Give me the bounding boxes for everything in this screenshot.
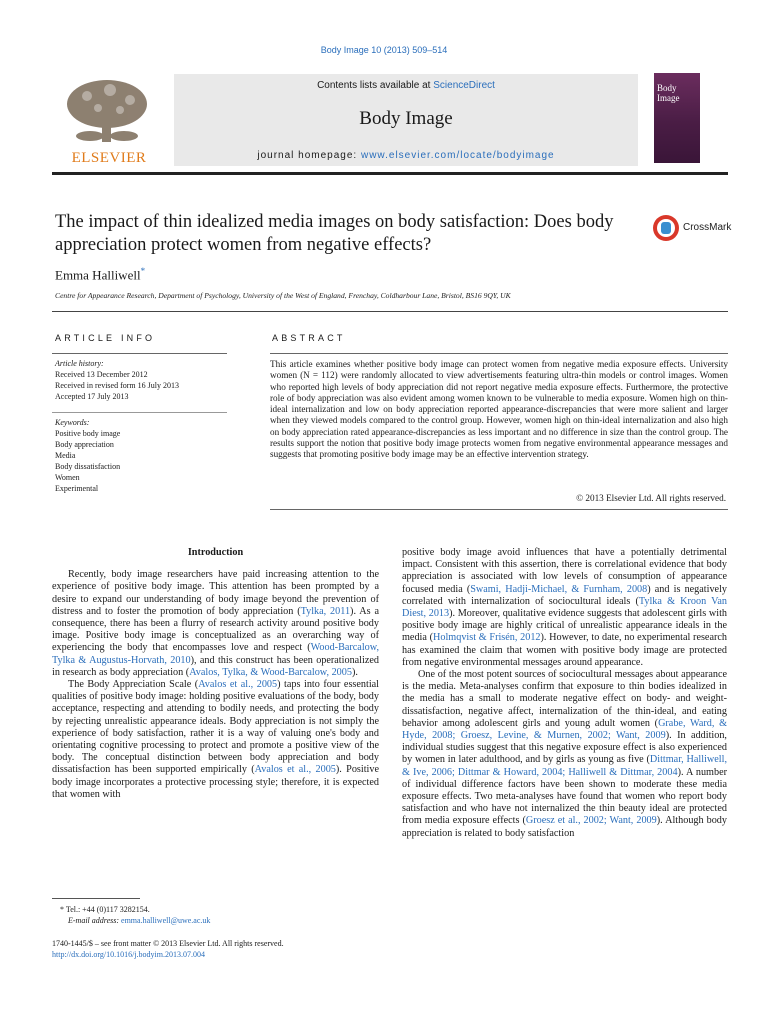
keyword-item: Body dissatisfaction [55, 462, 121, 471]
paragraph [52, 679, 379, 801]
footnote [60, 904, 210, 926]
history-revised: Received in revised form 16 July 2013 [55, 381, 179, 390]
footnote-email [60, 915, 210, 926]
text: ). A number of individual difference factors have been shown to moderate these media exposure effects. Two meta-analyses have found that women who report body satisfaction and who have not internalized the thin beauty ideal are protected from media exposure effects ( [402, 766, 727, 827]
journal-cover[interactable] [654, 73, 700, 163]
cover-title: Body Image [657, 83, 680, 103]
citation-link[interactable]: Avalos, Tylka, & Wood-Barcalow, 2005 [189, 666, 352, 678]
footnote-mark: * [60, 905, 64, 914]
history-received: Received 13 December 2012 [55, 370, 148, 379]
text: ) taps into four essential qualities of positive body image: holding positive evaluations of the body, body acceptance, respecting and attending to bodily needs, and protecting the body by rejecting unrealistic appearance ideals. Body appreciation is not simply the experience of body satisfaction, rather it is a way of valuing one's body and orientating cognitive processing to protect and promote a positive view of the body. The conceptual distinction between body appreciation and body dissatisfaction has been supported empirically ( [52, 679, 379, 776]
title-rule [52, 311, 728, 312]
body-column-right [402, 547, 727, 840]
history-accepted: Accepted 17 July 2013 [55, 392, 129, 401]
doi-link[interactable]: http://dx.doi.org/10.1016/j.bodyim.2013.07.004 [52, 950, 205, 959]
text: ). As a consequence, there has been a flurry of research activity around positive body image. Positive body image is conceptualized as an overarching way of experiencing the body that encompasses love and respect ( [52, 605, 379, 654]
keywords-label: Keywords: [55, 418, 90, 427]
text: ). In addition, individual studies suggest that this negative exposure effect is also experienced by women in later adulthood, and by girls as young as five ( [402, 730, 727, 766]
text: One of the most potent sources of sociocultural messages about appearance is the media. Meta-analyses confirm that exposure to thin bodies idealized in the media has a small to moderate negative effect on body- and weight-dissatisfaction, negative affect, internalization of the thin-ideal, and eating behavior among adolescent girls and young adult women ( [402, 669, 727, 729]
text: ). Positive body image incorporates a protective processing style; therefore, it is expected that women with [52, 764, 379, 800]
author-name: Emma Halliwell [55, 267, 141, 283]
keyword-item: Media [55, 451, 76, 460]
email-link[interactable]: emma.halliwell@uwe.ac.uk [121, 916, 211, 925]
issn-line: 1740-1445/$ – see front matter © 2013 Elsevier Ltd. All rights reserved. [52, 939, 284, 948]
issn-block [52, 938, 284, 960]
crossmark-label: CrossMark [683, 222, 732, 233]
keyword-item: Experimental [55, 484, 99, 493]
contents-line [174, 80, 638, 91]
keyword-item: Body appreciation [55, 440, 114, 449]
journal-citation[interactable]: Body Image 10 (2013) 509–514 [320, 45, 448, 55]
journal-name: Body Image [359, 108, 453, 129]
crossmark-badge[interactable] [652, 214, 732, 244]
text: positive body image avoid influences that have a potentially detrimental impact. Consistent with this assertion, there is correlational evidence that body appreciation is associated with low levels of consumption of appearance focused media ( [402, 547, 727, 595]
article-history [55, 358, 179, 402]
journal-homepage [174, 150, 638, 161]
abstract-text: This article examines whether positive body image can protect women from negative media exposure effects. University women (N = 112) were randomly allocated to view advertisements featuring ultra-thin models or control images. Women who reported high levels of body appreciation did not report negative media exposure effects. Furthermore, the protective role of body appreciation was also evident among women known to be vulnerable to media exposure. Women high on thin-ideal internalization and low on body appreciation reported appearance-discrepancies that were more salient and larger when they viewed models compared to the control group. However, women high on thin-ideal internalization and also high on body appreciation rated appearance-discrepancies as less important and no difference in size than the control group. The results support the notion that positive body image protects women from negative environmental appearance messages and suggests that promoting positive body image may be an effective intervention strategy. [270, 359, 728, 460]
citation-link[interactable]: Tylka & Kroon Van Diest, 2013 [402, 595, 727, 620]
header-rule [52, 172, 728, 175]
text: The Body Appreciation Scale ( [68, 679, 199, 691]
sciencedirect-link[interactable]: ScienceDirect [433, 80, 495, 91]
author-footnote-mark[interactable]: * [140, 266, 146, 276]
citation-link[interactable]: Avalos et al., 2005 [198, 679, 278, 691]
citation-link[interactable]: Grabe, Ward, & Hyde, 2008; Groesz, Levine, & Murnen, 2002; Want, 2009 [402, 717, 728, 742]
text: ), and this construct has been operationalized in research as body appreciation ( [52, 654, 379, 678]
citation-link[interactable]: Swami, Hadji-Michael, & Furnham, 2008 [470, 583, 648, 595]
text: ). Moreover, qualitative evidence suggests that adolescent girls with positive body image are highly critical of unrealistic appearance ideals in the media ( [402, 608, 727, 644]
citation-link[interactable]: Dittmar, Halliwell, & Ive, 2006; Dittmar & Howard, 2004; Halliwell & Dittmar, 2004 [402, 754, 727, 778]
article-title: The impact of thin idealized media images on body satisfaction: Does body appreciation protect women from negative effects? [55, 212, 614, 255]
abstract-copyright: © 2013 Elsevier Ltd. All rights reserved. [576, 493, 726, 503]
paragraph [52, 569, 379, 679]
citation-link[interactable]: Tylka, 2011 [300, 605, 351, 617]
citation-link[interactable]: Wood-Barcalow, Tylka & Augustus-Horvath, 2010 [52, 642, 379, 666]
email-label: E-mail address: [68, 916, 122, 925]
citation-link[interactable]: Groesz et al., 2002; Want, 2009 [525, 815, 657, 827]
keyword-item: Women [55, 473, 80, 482]
text: ). [351, 666, 358, 678]
text: ). However, to date, no experimental research has examined the claim that women with positive body image are protected from negative environmental messages around appearance. [402, 632, 727, 668]
homepage-prefix: journal homepage: [257, 150, 361, 161]
paragraph [402, 547, 727, 669]
paragraph [402, 669, 727, 840]
crossmark-icon [652, 214, 680, 242]
abstract-rule [270, 353, 728, 354]
footnote-tel-text: Tel.: +44 (0)117 3282154. [65, 905, 150, 914]
body-column-left [52, 547, 379, 801]
keywords-rule [52, 412, 227, 413]
abstract-bottom-rule [270, 509, 728, 510]
keywords-list [55, 417, 120, 494]
contents-prefix: Contents lists available at [317, 80, 434, 91]
author-affiliation: Centre for Appearance Research, Department of Psychology, University of the West of England, Frenchay, Coldharbour Lane, Bristol, BS16 9QY, UK [55, 291, 511, 300]
history-label: Article history: [55, 359, 104, 368]
elsevier-logo [52, 74, 167, 166]
elsevier-wordmark: ELSEVIER [71, 150, 147, 166]
footnote-rule [52, 898, 140, 899]
article-info-heading: ARTICLE INFO [55, 333, 156, 343]
citation-link[interactable]: Holmqvist & Frisén, 2012 [433, 632, 541, 644]
abstract-heading: ABSTRACT [272, 333, 346, 343]
homepage-link[interactable]: www.elsevier.com/locate/bodyimage [360, 150, 555, 161]
article-info-rule [52, 353, 227, 354]
citation-link[interactable]: Avalos et al., 2005 [254, 764, 336, 776]
author-line [55, 266, 145, 283]
journal-masthead [174, 74, 638, 166]
text: Recently, body image researchers have paid increasing attention to the experience of positive body image. This attention has been prompted by a desire to expand our understanding of body image beyond the prevention of distress and to foster the promotion of body appreciation ( [52, 569, 379, 617]
text: ). Although body appreciation is related to body satisfaction [402, 815, 727, 839]
text: ) and is negatively correlated with internalization of sociocultural ideals ( [402, 583, 727, 607]
section-heading-introduction: Introduction [187, 547, 244, 558]
keyword-item: Positive body image [55, 429, 121, 438]
footnote-tel [60, 904, 210, 915]
